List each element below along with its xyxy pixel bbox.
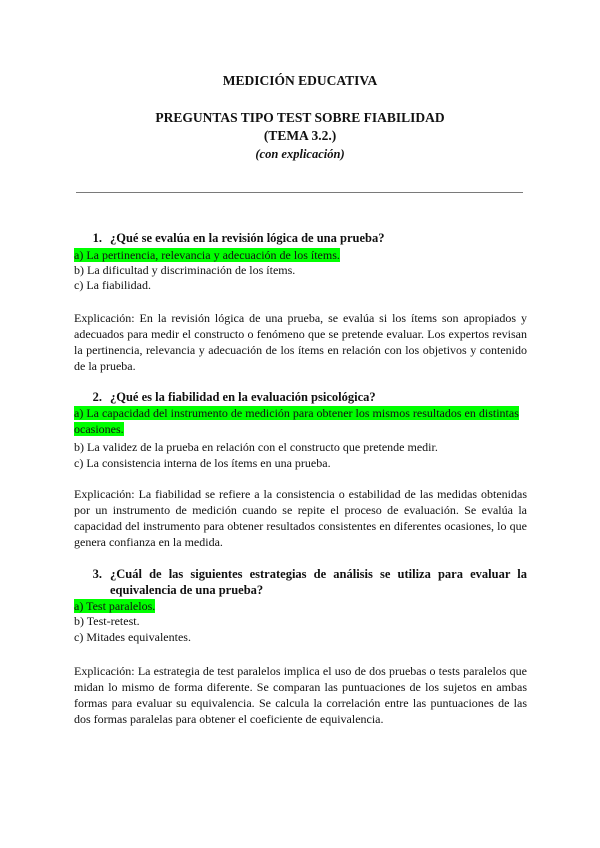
question-number: 2. (92, 390, 102, 404)
option-2b: b) La validez de la prueba en relación con el constructo que pretende medir. (74, 440, 438, 454)
document-tema: (TEMA 3.2.) (263, 128, 337, 143)
horizontal-divider (76, 192, 523, 193)
question-1 (74, 230, 527, 246)
document-subtitle: PREGUNTAS TIPO TEST SOBRE FIABILIDAD (155, 110, 445, 125)
option-label: a) Test paralelos. (74, 599, 156, 613)
document-note: (con explicación) (255, 147, 345, 161)
option-2a (74, 406, 527, 437)
option-1a (74, 248, 527, 263)
option-label: a) La pertinencia, relevancia y adecuación de los ítems. (74, 248, 340, 262)
document-title: MEDICIÓN EDUCATIVA (222, 73, 378, 88)
explanation-3: Explicación: La estrategia de test paralelos implica el uso de dos pruebas o tests paralelos que midan lo mismo de forma diferente. Se comparan las puntuaciones de los sujetos en ambas formas para evaluar su equivalencia. Se calcula la correlación entre las puntuaciones de las dos formas paralelas para obtener el coeficiente de equivalencia. (74, 664, 527, 726)
option-1b: b) La dificultad y discriminación de los ítems. (74, 263, 296, 277)
explanation-1: Explicación: En la revisión lógica de una prueba, se evalúa si los ítems son apropiados y adecuados para medir el constructo o fenómeno que se pretende evaluar. Los expertos revisan la pertinencia, relevancia y adecuación de los ítems en relación con los objetivos y contenido de la prueba. (74, 311, 527, 373)
question-text: ¿Qué se evalúa en la revisión lógica de una prueba? (110, 231, 385, 245)
option-3c: c) Mitades equivalentes. (74, 630, 191, 644)
question-2 (74, 389, 527, 405)
question-text: ¿Cuál de las siguientes estrategias de análisis se utiliza para evaluar la equivalencia de una prueba? (110, 567, 527, 597)
explanation-2: Explicación: La fiabilidad se refiere a la consistencia o estabilidad de las medidas obtenidas por un instrumento de medición cuando se repite el proceso de evaluación. Se evalúa la capacidad del instrumento para obtener resultados consistentes en diferentes ocasiones, lo que genera confianza en la medida. (74, 487, 527, 549)
option-1c: c) La fiabilidad. (74, 278, 151, 292)
question-number: 1. (92, 231, 102, 245)
option-label: a) La capacidad del instrumento de medición para obtener los mismos resultados en distintas ocasiones. (74, 406, 519, 436)
question-text: ¿Qué es la fiabilidad en la evaluación psicológica? (110, 390, 376, 404)
option-3b: b) Test-retest. (74, 614, 140, 628)
option-3a (74, 599, 527, 614)
question-number: 3. (92, 567, 102, 581)
question-3 (74, 566, 527, 598)
option-2c: c) La consistencia interna de los ítems en una prueba. (74, 456, 331, 470)
